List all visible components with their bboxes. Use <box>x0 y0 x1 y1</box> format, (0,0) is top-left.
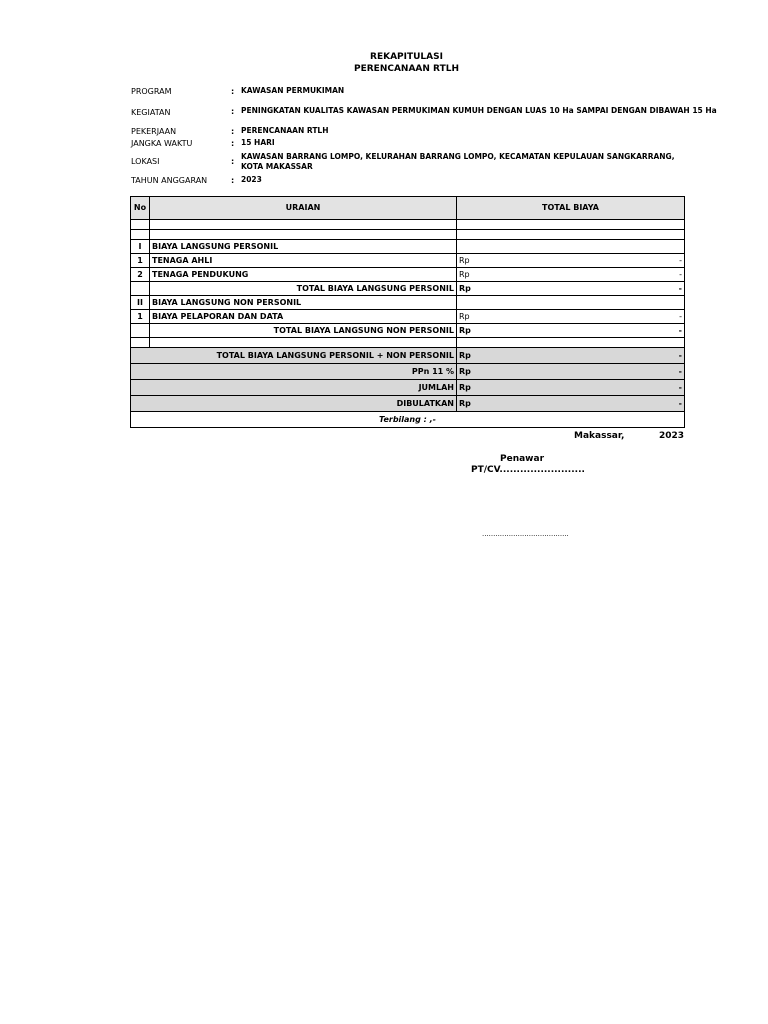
table-row-blank <box>131 230 685 240</box>
rp-label: Rp <box>459 382 471 392</box>
recap-table <box>130 196 685 428</box>
amount-value: - <box>678 325 682 335</box>
meta-value-lokasi: KAWASAN BARRANG LOMPO, KELURAHAN BARRANG LOMPO, KECAMATAN KEPULAUAN SANGKARRANG, KOTA MAKASSAR <box>241 152 675 171</box>
col-header-total: TOTAL BIAYA <box>457 197 685 220</box>
meta-label-lokasi: LOKASI <box>131 157 160 166</box>
row-label: BIAYA LANGSUNG NON PERSONIL <box>150 296 457 310</box>
meta-colon: : <box>231 139 235 148</box>
company-name: PT/CV......................... <box>471 465 585 475</box>
meta-colon: : <box>231 127 235 136</box>
row-label: BIAYA LANGSUNG PERSONIL <box>150 240 457 254</box>
amount-value: - <box>679 311 682 321</box>
row-no: 2 <box>131 268 150 282</box>
table-row-section-1 <box>131 240 685 254</box>
row-label: TENAGA PENDUKUNG <box>150 268 457 282</box>
meta-colon: : <box>231 157 235 166</box>
rp-label: Rp <box>459 311 470 321</box>
table-row-subtotal-non-personil <box>131 324 685 338</box>
rp-label: Rp <box>459 366 471 376</box>
amount-value: - <box>678 382 682 392</box>
table-row-dibulatkan <box>131 396 685 412</box>
row-no: 1 <box>131 310 150 324</box>
row-label: PPn 11 % <box>131 364 457 380</box>
meta-value-pekerjaan: PERENCANAAN RTLH <box>241 126 329 135</box>
title-line-2: PERENCANAAN RTLH <box>354 64 459 74</box>
table-row-ppn <box>131 364 685 380</box>
table-row-blank <box>131 220 685 230</box>
meta-colon: : <box>231 176 235 185</box>
rp-label: Rp <box>459 255 470 265</box>
meta-value-jangka-waktu: 15 HARI <box>241 138 275 147</box>
amount-value: - <box>678 398 682 408</box>
row-label: TOTAL BIAYA LANGSUNG PERSONIL <box>150 282 457 296</box>
rp-label: Rp <box>459 398 471 408</box>
amount-value: - <box>678 283 682 293</box>
row-no: 1 <box>131 254 150 268</box>
table-row <box>131 310 685 324</box>
signature-line: ....................................... <box>482 530 569 538</box>
amount-value: - <box>678 366 682 376</box>
rp-label: Rp <box>459 269 470 279</box>
penawar-label: Penawar <box>500 454 545 464</box>
rp-label: Rp <box>459 283 471 293</box>
table-row-terbilang <box>131 412 685 428</box>
table-row-subtotal-personil <box>131 282 685 296</box>
amount-value: - <box>679 269 682 279</box>
signature-city: Makassar, <box>574 431 625 441</box>
row-label: TENAGA AHLI <box>150 254 457 268</box>
rp-label: Rp <box>459 325 471 335</box>
table-row-section-2 <box>131 296 685 310</box>
row-label: DIBULATKAN <box>131 396 457 412</box>
amount-value: - <box>679 255 682 265</box>
row-label: TOTAL BIAYA LANGSUNG NON PERSONIL <box>150 324 457 338</box>
amount-value: - <box>678 350 682 360</box>
rp-label: Rp <box>459 350 471 360</box>
table-row-grand-total <box>131 348 685 364</box>
table-row-blank <box>131 338 685 348</box>
row-label: TOTAL BIAYA LANGSUNG PERSONIL + NON PERSONIL <box>131 348 457 364</box>
meta-value-program: KAWASAN PERMUKIMAN <box>241 86 345 95</box>
meta-value-tahun-anggaran: 2023 <box>241 175 262 184</box>
terbilang-text: Terbilang : ,- <box>131 412 685 428</box>
row-label: BIAYA PELAPORAN DAN DATA <box>150 310 457 324</box>
table-header-row <box>131 197 685 220</box>
meta-label-kegiatan: KEGIATAN <box>131 108 171 117</box>
meta-label-program: PROGRAM <box>131 87 172 96</box>
table-row-jumlah <box>131 380 685 396</box>
meta-colon: : <box>231 107 235 116</box>
row-no: I <box>131 240 150 254</box>
meta-value-kegiatan: PENINGKATAN KUALITAS KAWASAN PERMUKIMAN KUMUH DENGAN LUAS 10 Ha SAMPAI DENGAN DIBAWAH 15 Ha <box>241 106 717 115</box>
meta-colon: : <box>231 87 235 96</box>
table-row <box>131 268 685 282</box>
col-header-uraian: URAIAN <box>150 197 457 220</box>
meta-label-pekerjaan: PEKERJAAN <box>131 127 177 136</box>
signature-year: 2023 <box>659 431 685 441</box>
row-no: II <box>131 296 150 310</box>
col-header-no: No <box>131 197 150 220</box>
meta-label-jangka-waktu: JANGKA WAKTU <box>131 139 193 148</box>
meta-label-tahun-anggaran: TAHUN ANGGARAN <box>131 176 208 185</box>
title-line-1: REKAPITULASI <box>370 52 443 62</box>
table-row <box>131 254 685 268</box>
row-label: JUMLAH <box>131 380 457 396</box>
